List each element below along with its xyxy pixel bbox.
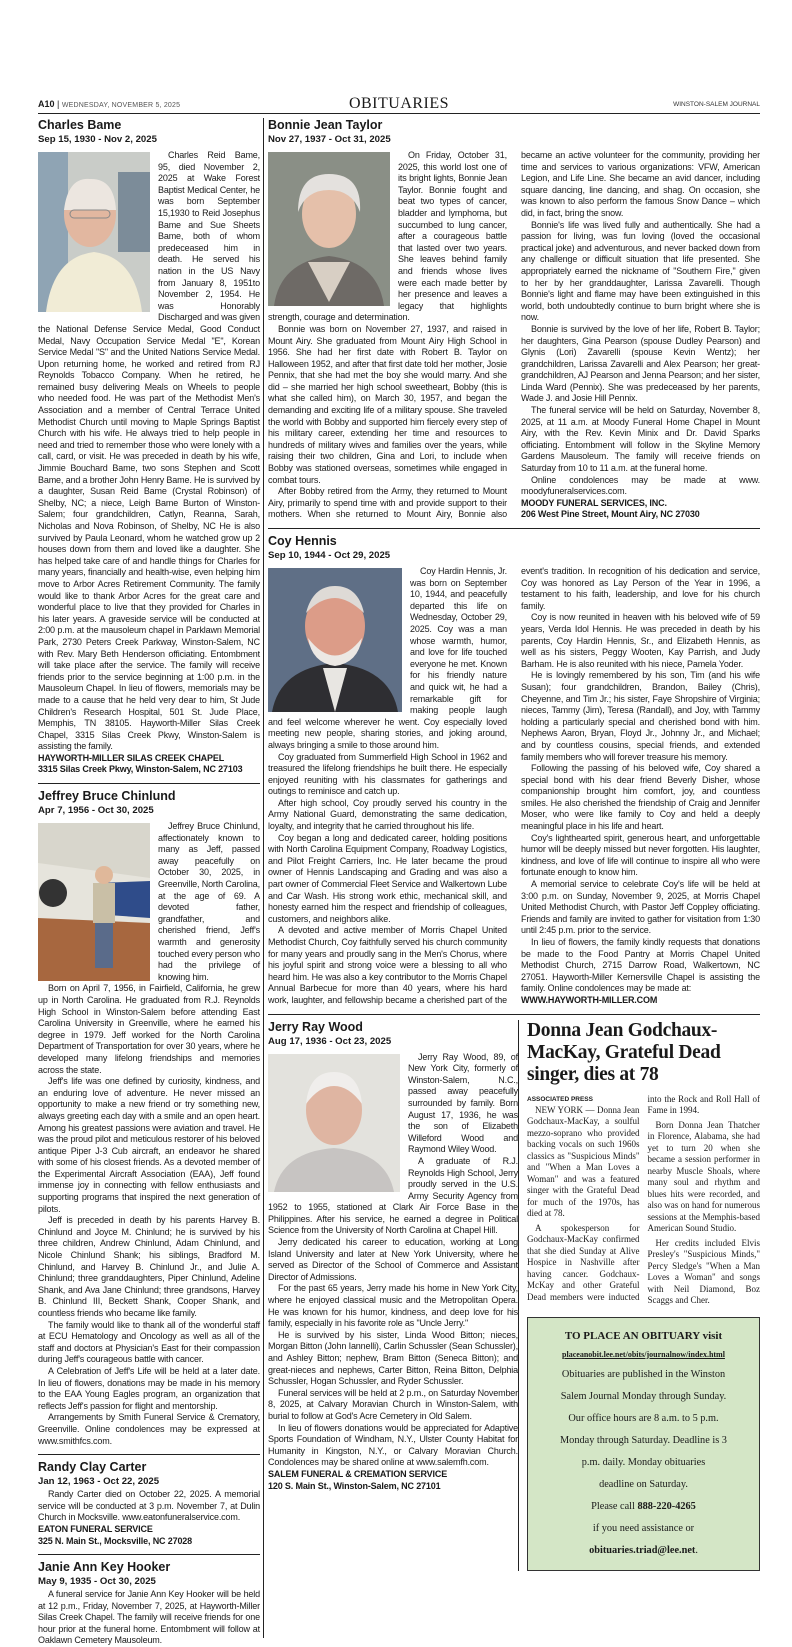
- portrait-photo: [38, 152, 150, 312]
- obituary-text: The funeral service will be held on Saturday, November 8, 2025, at 11 a.m. at Moody Funeral Home Chapel in Mount Airy, with the Rev. Kevin Minix and Dr. David Sparks officiating. Entombment will follow in the Skyline Memory Gardens Mausoleum. The family will receive friends on Saturday from 10 to 11 a.m. at the funeral home.: [521, 405, 760, 474]
- obituary-dates: Sep 15, 1930 - Nov 2, 2025: [38, 134, 157, 145]
- box-line: Salem Journal Monday through Sunday.: [560, 1390, 727, 1402]
- obituary-text: For the past 65 years, Jerry made his home in New York City, where he enjoyed classical music and the Metropolitan Opera. He was known for his humor, kindness, and deep love for his family, especially in his favorite role as "Uncle Jerry.": [268, 1283, 518, 1329]
- obituary-text: A funeral service for Janie Ann Key Hooker will be held at 12 p.m., Friday, November 7, 2025, at Hayworth-Miller Silas Creek Chapel. The family will receive friends for one hour prior at the funeral home. Entombment will follow at Oaklawn Cemetery Mausoleum.: [38, 1589, 260, 1646]
- obituary-dates: Jan 12, 1963 - Oct 22, 2025: [38, 1476, 160, 1488]
- article-text: Her credits included Elvis Presley's "Suspicious Minds," Percy Sledge's "When a Man Loves a Woman" and songs with Neil Diamond, Boz Scaggs and Cher.: [647, 1237, 760, 1306]
- obituary-text: A devoted and active member of Morris Chapel United Methodist Church, Coy faithfully served his church community for many years and proudly sang in the Men's Chorus, where his joyful spirit and strong voice were a blessing to all who heard him. He was also a key contributor to the Morris Chapel Annual Barbecue for more than 40 years, where his hard work, laughter, and fellowship became a cherished part of the event's tradition. In recognition of his dedication and service, Coy was honored as Lay Person of the Year in 1996, a testament to his faith, leadership, and love for his church family.: [268, 566, 760, 1005]
- obituary-bonnie-taylor: [268, 118, 760, 521]
- obituary-text: Randy Carter died on October 22, 2025. A memorial service will be conducted at 3 p.m. November 7, at Dulin Church in Mocksville. www.eatonfuneralservice.com.: [38, 1489, 260, 1523]
- obituary-text: Online condolences may be made at www. moodyfuneralservices.com.: [521, 474, 760, 497]
- box-title: TO PLACE AN OBITUARY visit: [564, 1329, 723, 1342]
- obituary-text: After Bobby retired from the Army, they returned to Mount Airy, primarily to spend time with and provide support to their mothers. When she returned to Mount Airy, Bonnie also became an active volunteer for the community, providing her time and services to various organizations: VFW, American Legion, and Life Line. She became an avid dancer, including square dancing, line dancing, and shag. On occasion, she was known to also perform the famous Snow Dance – which did, in fact, bring the snow.: [268, 150, 760, 520]
- article-text: A spokesperson for Godchaux-MacKay confirmed that she died Sunday at Alive Hospice in Nashville after having cancer. Godchaux-McKay and other Grateful Dead members were inducted into the Rock and Roll Hall of Fame in 1994.: [527, 1093, 760, 1302]
- obituary-dates: Apr 7, 1956 - Oct 30, 2025: [38, 805, 154, 817]
- obituary-text: He is survived by his sister, Linda Wood Bitton; nieces, Morgan Bitton (John Iannelli), Carlin Schussler (Sean Schussler), and Ashley Bitton; nephew, Bram Bitton (Seneca Bitton); and great-nieces and nephews, Carter Bitton, Reina Bitton, Delphia Schussler, Hogan Schussler, and Ryder Schussler.: [268, 1329, 518, 1387]
- article-byline: ASSOCIATED PRESS: [527, 1095, 593, 1103]
- obituary-text: Coy's lighthearted spirit, generous heart, and unforgettable humor will be deeply missed but never forgotten. His laughter, kindness, and love of life will continue to inspire all who were fortunate enough to know him.: [521, 832, 760, 878]
- news-article-donna-godchaux: [527, 1020, 760, 1307]
- obituary-text: Coy Hardin Hennis, Jr. was born on September 10, 1944, and peacefully departed this life on Wednesday, October 29, 2025. Coy was a man whose warmth, humor, and love for life touched everyone he met. Known for his friendly nature and quick wit, he had a remarkable gift for making people laugh and feel welcome wherever he went. Coy especially loved meeting new people, sharing stories, and joking around, always bringing a smile to those around him.: [268, 566, 507, 750]
- funeral-home-address: 120 S. Main St., Winston-Salem, NC 27101: [268, 1480, 441, 1491]
- funeral-home-address: 325 N. Main St., Mocksville, NC 27028: [38, 1535, 193, 1546]
- obituary-text: The family would like to thank all of the wonderful staff at ECU Hematology and Oncology as well as all of the staff and doctors at Physician's East for their compassion during Jeff's courageous battle with cancer.: [38, 1319, 260, 1365]
- funeral-home-website[interactable]: WWW.HAYWORTH-MILLER.COM: [521, 994, 658, 1005]
- obituary-text: Coy began a long and dedicated career, holding positions with North Carolina Equipment Company, Roadway Logistics, and Pilot Freight Carriers, Inc. He later became the proud owner of Hennis Landscaping and Grading and was also a part owner of Commercial Fleet Service and Walkertown Lube and Car Wash. His strong work ethic, mechanical skill, and honesty earned him the respect and friendship of colleagues, customers, and neighbors alike.: [268, 832, 507, 924]
- obituary-text: Funeral services will be held at 2 p.m., on Saturday November 8, 2025, at Calvary Moravian Church in Winston-Salem, with burial to follow at God's Acre Cemetery in Old Salem.: [268, 1387, 518, 1421]
- article-text: NEW YORK — Donna Jean Godchaux-MacKay, a soulful mezzo-soprano who provided backing vocals on such 1960s classics as "Suspicious Minds" and "When a Man Loves a Woman" and was a featured singer with the Grateful Dead for much of the 1970s, has died at 78.: [527, 1104, 640, 1219]
- obituary-randy-carter: [38, 1454, 260, 1547]
- obituary-name: Randy Clay Carter: [38, 1460, 147, 1475]
- obituary-text: Coy is now reunited in heaven with his beloved wife of 59 years, Verda Idol Hennis. He was preceded in death by his parents, Coy Hardin Hennis, Sr., and Elizabeth Hennis, as well as his sisters, Peggy Wooten, Kay Parrish, and Judy Barham. He is also reunited with his niece, Pamela Yoder.: [521, 612, 760, 669]
- obituary-text: Bonnie is survived by the love of her life, Robert B. Taylor; her daughters, Gina Pearson (spouse Dudley Pearson) and Glynis (Lori) Zavarelli (spouse Kevin Wentz); her grandchildren, Larissa Zavarelli and Alex Pearson; her great-grandchildren, AJ Pearson and Jenna Pearson; and her sister, Linda Ward (Pennix). She was predeceased by her parents, Wade J. and Josie Hill Pennix.: [521, 323, 760, 404]
- box-line: if you need assistance or: [592, 1522, 695, 1534]
- obituary-jerry-wood: [268, 1020, 518, 1571]
- obituary-dates: May 9, 1935 - Oct 30, 2025: [38, 1576, 156, 1588]
- obituary-name: Coy Hennis: [268, 534, 337, 548]
- phone-number[interactable]: 888-220-4265: [637, 1500, 696, 1512]
- obituary-text: Jerry Ray Wood, 89, of New York City, formerly of Winston-Salem, N.C., passed away peacefully surrounded by family. Born August 17, 1936, he was the son of Elizabeth Willeford Wood and Raymond Wiley Wood.: [408, 1051, 518, 1155]
- funeral-home-address: 3315 Silas Creek Pkwy, Winston-Salem, NC 27103: [38, 764, 243, 775]
- box-line: [528, 1540, 759, 1562]
- obituary-text: Bonnie was born on November 27, 1937, and raised in Mount Airy. She graduated from Mount Airy High School in 1956. She had her first date with Robert B. Taylor on Halloween 1952, and after that first date told her mother, Josie Pennix, that she had met the boy she would marry. And she did – she married her high school sweetheart, Bobby (this is what she called him), on March 30, 1957, and began the demanding and exciting life of a military spouse. She traveled the world with Bobby and supported him fiercely every step of his military career, extending her time and resources to hundreds of military wives and families over the years, while raising their two children, Gina and Lori, to include when Bobby was stationed overseas, sometimes while engaged in combat tours.: [268, 323, 507, 485]
- obituary-text: In lieu of flowers donations would be appreciated for Adaptive Sports Foundation of Windham, N.Y., Ulster County Habitat for Humanity in Kingston, N.Y., or Calvary Moravian Church. Condolences may be shared online at www.salemfh.com.: [268, 1422, 518, 1468]
- obituary-janie-hooker: [38, 1554, 260, 1647]
- obituary-name: Jerry Ray Wood: [268, 1019, 363, 1034]
- obituary-text: Arrangements by Smith Funeral Service & Crematory, Greenville. Online condolences may be expressed at www.smithfcs.com.: [38, 1412, 260, 1446]
- box-line: deadline on Saturday.: [599, 1478, 688, 1490]
- obituary-text: Jeff's life was one defined by curiosity, kindness, and an enduring love of adventure. He never missed an opportunity to make a new friend or try something new, always greeting each day with a smile and an open heart. Among his greatest passions were aviation and travel. He was the proud pilot and meticulous restorer of his beloved antique Piper J-3 Cub aircraft, an endeavor he shared with some of his closest friends. As a devoted member of the Experimental Aircraft Association (EAA), Jeff found immense joy in connecting with fellow enthusiasts and supporting programs that inspired the next generation of pilots.: [38, 1076, 260, 1214]
- obituary-text: Following the passing of his beloved wife, Coy shared a special bond with his dear friend Beverly Disher, whose companionship brought him comfort, joy, and countless smiles. He also cherished the friendship of Craig and Jennifer Moser, who were like family to Coy and held a deeply meaningful place in his life and heart.: [521, 763, 760, 832]
- funeral-home-name: EATON FUNERAL SERVICE: [38, 1523, 153, 1534]
- obituary-text: Jeff is preceded in death by his parents Harvey B. Chinlund and Joyce M. Chinlund; he is survived by his three children, Andrew Chinlund, Adam Chinlund, and Nicole Chinlund Shank; his siblings, Bradford M. Chinlund, and Harvey B. Chinlund Jr., and Julie A. Chinlund; three granddaughters, Piper Chinlund, Adeline Shank, and Ava Jane Chinlund; three grandsons, Harvey B. Chinlund III, Beckett Shank, Cooper Shank, and countless friends who became like family.: [38, 1215, 260, 1318]
- obituary-name: Bonnie Jean Taylor: [268, 118, 383, 132]
- funeral-home-address: 206 West Pine Street, Mount Airy, NC 27030: [521, 509, 700, 520]
- main-column: [268, 118, 760, 1571]
- box-line: p.m. daily. Monday obituaries: [581, 1456, 706, 1468]
- obituary-url-link[interactable]: placeanobit.lee.net/obits/journalnow/index.html: [562, 1349, 725, 1359]
- obituary-text: After high school, Coy proudly served his country in the Army National Guard, demonstrating the same dedication, loyalty, and integrity that he carried throughout his life.: [268, 797, 507, 832]
- issue-date: WEDNESDAY, NOVEMBER 5, 2025: [61, 102, 181, 109]
- paper-name: WINSTON-SALEM JOURNAL: [673, 101, 760, 108]
- obituary-name: Jeffrey Bruce Chinlund: [38, 789, 176, 804]
- page-number: A10: [38, 99, 55, 109]
- obituary-text: Jerry dedicated his career to education, working at Long Island University and later at New York University, where he served as Director of the School of Commerce and Assistant Director of Admissions.: [268, 1237, 518, 1282]
- obituary-name: Charles Bame: [38, 118, 122, 132]
- section-title: OBITUARIES: [348, 95, 450, 112]
- funeral-home-name: HAYWORTH-MILLER SILAS CREEK CHAPEL: [38, 752, 225, 763]
- call-label: Please call: [591, 1500, 638, 1512]
- portrait-photo: [268, 1054, 400, 1192]
- article-text: Born Donna Jean Thatcher in Florence, Alabama, she had yet to turn 20 when she became a session performer in nearby Muscle Shoals, where many soul and rhythm and blues hits were recorded, and also was on hand for numerous sessions at the Memphis-based American Sound Studio.: [647, 1119, 760, 1234]
- funeral-home-name: SALEM FUNERAL & CREMATION SERVICE: [268, 1468, 448, 1479]
- obituary-text: Bonnie's life was lived fully and authentically. She had a passion for living, was fun loving (loved the occasional practical joke) and adventurous, and never backed down from any challenge or difficult situation that life presented. She appropriately earned the nickname of "Southern Fire," given to her by her granddaughter, Larissa Zavarelli. Though Bonnie's light and flame may have been extinguished in this world, both undoubtedly continue to burn bright where she is now.: [521, 219, 760, 323]
- column-divider: [263, 118, 264, 1638]
- place-obituary-box: [527, 1317, 760, 1571]
- box-line: [528, 1496, 759, 1518]
- obituary-text: He is lovingly remembered by his son, Tim (and his wife Susan); four grandchildren, Brandon, Bailey (Chris), Cheyenne, and Tim Jr.; his sister, Faye Shropshire of Virginia; nieces, Tammy (Jim), Teresa (Randall), and Joy, with Tammy holding a particularly special and cherished bond with him. Nephews Aaron, Bryan, Floyd Jr., Johnny Jr., and Michael; and by countless cousins, special friends, and extended family members who will forever treasure his memory.: [521, 670, 760, 762]
- obituary-text: Jeffrey Bruce Chinlund, affectionately known to many as Jeff, passed away peacefully on October 30, 2025, in Greenville, North Carolina, at the age of 69. A devoted father, grandfather, and cherished friend, Jeff's warmth and generosity touched every person who had the privilege of knowing him.: [158, 821, 260, 982]
- obituary-text: In lieu of flowers, the family kindly requests that donations be made to the Food Pantry at Morris Chapel United Methodist Church, 2715 Darrow Road, Walkertown, NC 27051. Hayworth-Miller Kernersville Chapel is assisting the family. Online condolences may be made at:: [521, 937, 760, 994]
- obituary-text: A Celebration of Jeff's Life will be held at a later date. In lieu of flowers, donations may be made in his memory to the EAA Young Eagles program, an organization that reflects Jeff's passion for flight and mentorship.: [38, 1365, 260, 1411]
- box-line: Obituaries are published in the Winston: [561, 1368, 726, 1380]
- email-suffix: .: [695, 1544, 698, 1556]
- portrait-photo: [268, 568, 402, 712]
- left-column: [38, 118, 260, 1647]
- obituary-text: Coy graduated from Summerfield High School in 1962 and treasured the lifelong friendships he built there. He especially enjoyed reuniting with his classmates for gatherings and outings to reminisce and catch up.: [268, 751, 507, 797]
- box-line: Our office hours are 8 a.m. to 5 p.m.: [568, 1412, 719, 1424]
- obituary-dates: Nov 27, 1937 - Oct 31, 2025: [268, 134, 391, 145]
- obituary-dates: Aug 17, 1936 - Oct 23, 2025: [268, 1035, 392, 1047]
- page-header: A10 | WEDNESDAY, NOVEMBER 5, 2025 OBITUARIES WINSTON-SALEM JOURNAL: [38, 95, 760, 112]
- box-line: Monday through Saturday. Deadline is 3: [560, 1434, 727, 1446]
- obituary-name: Janie Ann Key Hooker: [38, 1560, 171, 1575]
- obituary-jeffrey-chinlund: [38, 783, 260, 1447]
- obituary-text: A memorial service to celebrate Coy's life will be held at 3:00 p.m. on Sunday, November 9, 2025, at Morris Chapel United Methodist Church, with Pastor Jeff Coppley officiating. Friends and family are invited to gather for visitation from 1:30 until 2:45 p.m. prior to the service.: [521, 879, 760, 936]
- obituary-charles-bame: [38, 118, 260, 776]
- article-headline: Donna Jean Godchaux-MacKay, Grateful Dead singer, dies at 78: [527, 1019, 721, 1085]
- email-link[interactable]: obituaries.triad@lee.net: [589, 1544, 696, 1556]
- obituary-text: On Friday, October 31, 2025, this world lost one of its bright lights, Bonnie Jean Taylor. Bonnie fought and beat two types of cancer, bladder and lymphoma, but succumbed to lung cancer, after a courageous battle that lasted over two years. She leaves behind family and friends whose lives were each made better by her presence and leaves a legacy that highlights strength, courage and determination.: [268, 150, 507, 323]
- obituary-text: Born on April 7, 1956, in Fairfield, California, he grew up in North Carolina. He graduated from R.J. Reynolds High School in Winston-Salem before attending East Carolina University in Greenville, where he earned his degree in 1979. Jeff worked for the North Carolina Department of Transportation for over 30 years, where he developed many lifelong friendships and memories across the state.: [38, 983, 260, 1075]
- obituary-text: Charles Reid Bame, 95, died November 2, 2025 at Wake Forest Baptist Medical Center, he was born September 15,1930 to Reid Josephus Bame and Sue Sheets Bame, both of whom predeceased him in death. He served his nation in the US Navy from January 8, 1951to November 2, 1954. He was Honorably Discharged and was given the National Defense Service Medal, Good Conduct Medal, Navy Occupation Service Medal "E", Korean Service Medal "S" and the United Nations Service Medal. Upon returning home, he worked and retired from RJ Reynolds Tobacco Company. When he retired, he remained busy delivering Meals on Wheels to people who needed food. He was part of the Methodist Men's Association and a member of Central Terrace United Methodist Church until moving to Maple Springs Baptist Church with his wife. He always tried to help people in need and tried to remember those who were lonely with a call, card, or visit. He was preceded in death by his wife, Jimmie Bouchard Bame, two sons Stephen and Scott Bame, and a brother John Henry Bame. He is survived by a daughter, Susan Reid Bame (Crystal Robinson) of Shelby, NC; a niece, Leigh Bame Burton of Winston-Salem; four grandchildren, Catlyn, Reanna, Sarah, Nicholas and Nova Robinson, of Shelby, NC He is also survived by Paula Leonard, whom he watched grow up 2 houses down from them and loved like a daughter. She has helped take care of and handle things for Charles for many years, financially and health-wise, even helping him move to Arbor Acres Retirement Community. The family would like to thank Arbor Acres for the great care and wonderful place to live that they provided for Charles in his later years. A graveside service will be conducted at 2:00 p.m. at the mausoleum chapel in Parklawn Memorial Park, 2730 Peters Creek Parkway, Winston-Salem, NC with Rev. Mary Beth Henderson officiating. Entombment will take place after the service. The family will receive friends prior to the service beginning at 1:00 p.m. in the Mausoleum Chapel. In lieu of flowers, memorials may be made to a cause that he held very dear to him, St Jude Children's Research Hospital, 501 St. Jude Place, Memphis, TN 38105. Hayworth-Miller Silas Creek Chapel, 3315 Silas Creek Pkwy, Winston-Salem is assisting the family.: [38, 150, 261, 752]
- obituary-text: A graduate of R.J. Reynolds High School, Jerry proudly served in the U.S. Army Security Agency from 1952 to 1955, stationed at Clark Air Force Base in the Philippines. After his service, he earned a degree in Political Science from the University of North Carolina at Chapel Hill.: [268, 1155, 518, 1236]
- portrait-photo: [38, 823, 150, 981]
- funeral-home-name: MOODY FUNERAL SERVICES, INC.: [521, 497, 667, 508]
- portrait-photo: [268, 152, 390, 306]
- obituary-dates: Sep 10, 1944 - Oct 29, 2025: [268, 550, 391, 561]
- obituary-coy-hennis: [268, 528, 760, 1007]
